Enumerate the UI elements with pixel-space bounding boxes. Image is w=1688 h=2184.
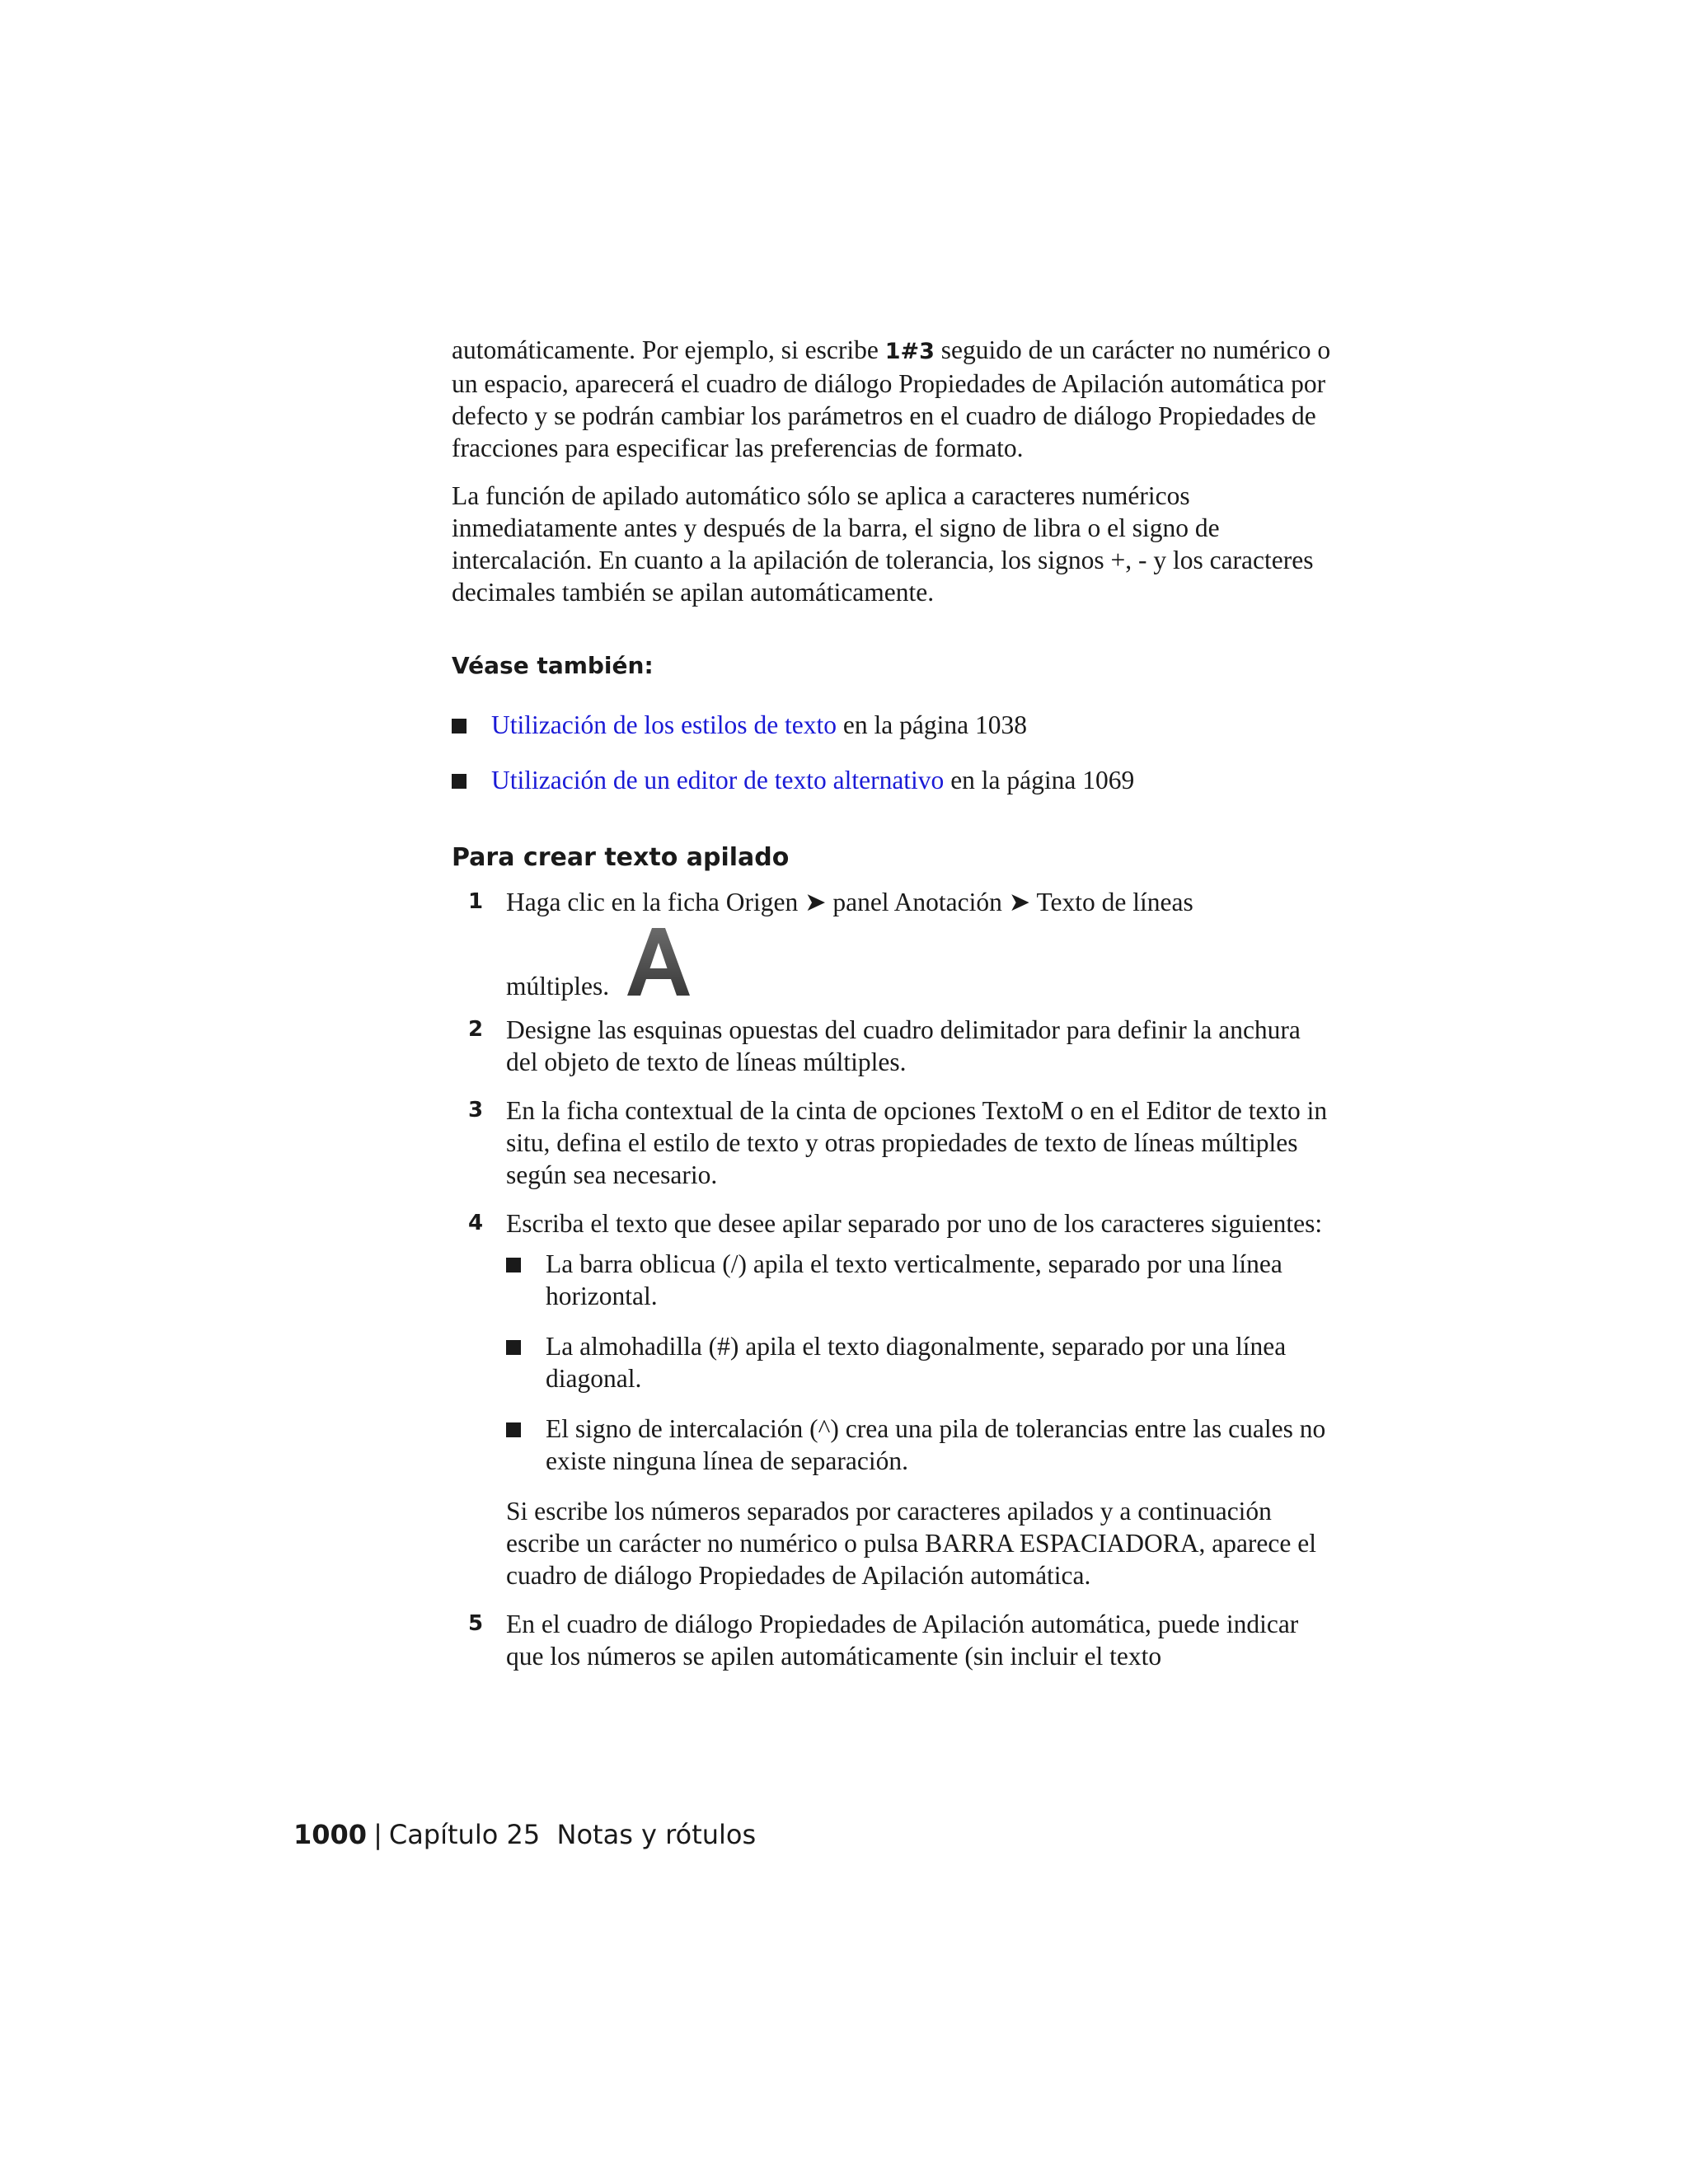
footer-chapter-title: Notas y rótulos — [556, 1819, 757, 1850]
separator-text: La barra oblicua (/) apila el texto verticalmente, separado por una línea horizontal. — [546, 1249, 1282, 1310]
step-text-continued: múltiples. — [506, 972, 610, 1001]
step-number: 1 — [468, 889, 484, 914]
step-1 — [452, 886, 1334, 1001]
bullet-square-icon — [506, 1258, 521, 1272]
step-5 — [452, 1608, 1334, 1672]
footer-chapter: Capítulo 25 — [388, 1819, 541, 1850]
intro-bold-example: 1#3 — [884, 339, 935, 364]
multiline-text-icon — [626, 926, 692, 997]
separator-item — [506, 1413, 1334, 1477]
see-also-item — [452, 709, 1334, 741]
link-page-ref: en la página 1038 — [837, 710, 1027, 739]
step-4 — [452, 1207, 1334, 1591]
step-3 — [452, 1094, 1334, 1191]
intro-text-a: automáticamente. Por ejemplo, si escribe — [452, 335, 885, 364]
step-number: 4 — [468, 1211, 484, 1235]
step-1-icon-line — [506, 940, 1334, 1001]
bullet-square-icon — [506, 1340, 521, 1355]
page-footer — [293, 1818, 756, 1851]
step-text: Designe las esquinas opuestas del cuadro delimitador para definir la anchura del objeto de texto de líneas múltiples. — [506, 1015, 1301, 1076]
step-text: Escriba el texto que desee apilar separado por uno de los caracteres siguientes: — [506, 1209, 1323, 1238]
step-2 — [452, 1014, 1334, 1078]
intro-text-b: seguido de un carácter no numérico o un espacio, aparecerá el cuadro de diálogo Propiedades de Apilación automática por defecto y se podrán cambiar los parámetros en el cuadro de diálogo Propiedades de fracciones para especificar las preferencias de formato. — [452, 335, 1331, 462]
step-4-note: Si escribe los números separados por caracteres apilados y a continuación escribe un carácter no numérico o pulsa BARRA ESPACIADORA, aparece el cuadro de diálogo Propiedades de Apilación automática. — [506, 1497, 1316, 1590]
page-content — [452, 334, 1334, 1689]
footer-separator: | — [373, 1819, 382, 1850]
page-number: 1000 — [293, 1819, 368, 1850]
procedure-steps — [452, 886, 1334, 1672]
step-text: En el cuadro de diálogo Propiedades de Apilación automática, puede indicar que los números se apilen automáticamente (sin incluir el texto — [506, 1610, 1299, 1671]
separator-item — [506, 1248, 1334, 1312]
see-also-list — [452, 709, 1334, 796]
see-also-heading: Véase también: — [452, 652, 654, 679]
separator-text: El signo de intercalación (^) crea una pila de tolerancias entre las cuales no existe ninguna línea de separación. — [546, 1414, 1326, 1475]
separator-item — [506, 1330, 1334, 1394]
separator-text: La almohadilla (#) apila el texto diagonalmente, separado por una línea diagonal. — [546, 1332, 1287, 1393]
step-number: 3 — [468, 1098, 484, 1122]
step-number: 5 — [468, 1611, 484, 1636]
bullet-square-icon — [452, 719, 467, 733]
link-editor-alternativo[interactable]: Utilización de un editor de texto alternativo — [491, 766, 945, 794]
bullet-square-icon — [506, 1422, 521, 1437]
separator-list — [506, 1248, 1334, 1477]
step-text: En la ficha contextual de la cinta de opciones TextoM o en el Editor de texto in situ, defina el estilo de texto y otras propiedades de texto de líneas múltiples según sea necesario. — [506, 1096, 1328, 1189]
see-also-item — [452, 764, 1334, 796]
bullet-square-icon — [452, 774, 467, 789]
link-page-ref: en la página 1069 — [944, 766, 1135, 794]
intro-paragraph-2: La función de apilado automático sólo se aplica a caracteres numéricos inmediatamente antes y después de la barra, el signo de libra o el signo de intercalación. En cuanto a la apilación de tolerancia, los signos +, - y los caracteres decimales también se apilan automáticamente. — [452, 481, 1314, 607]
intro-paragraph-1 — [452, 334, 1334, 464]
step-text: Haga clic en la ficha Origen ➤ panel Anotación ➤ Texto de líneas — [506, 888, 1193, 916]
step-number: 2 — [468, 1017, 484, 1042]
link-estilos-texto[interactable]: Utilización de los estilos de texto — [491, 710, 837, 739]
procedure-title: Para crear texto apilado — [452, 843, 790, 872]
